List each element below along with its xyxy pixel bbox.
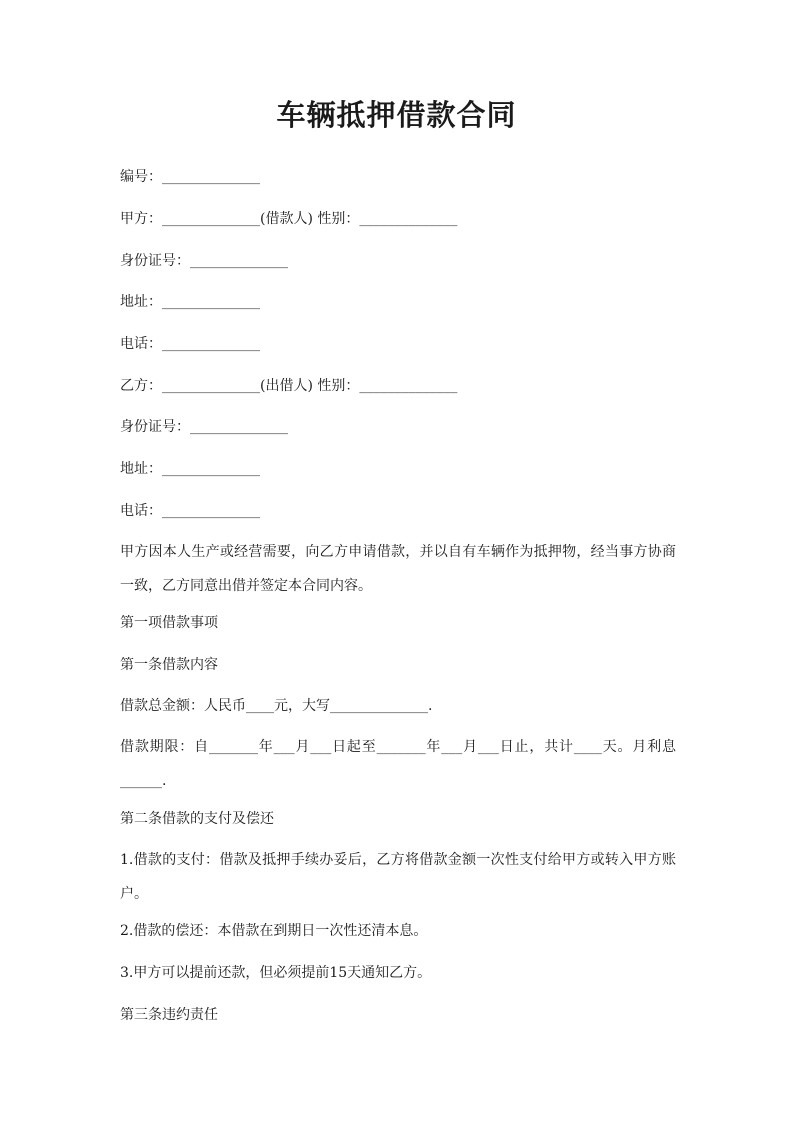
loan-term-paragraph: 借款期限：自_______年___月___日起至_______年___月___日止，共计____天。月利息______. [120, 739, 676, 789]
article1-heading: 第一条借款内容 [120, 657, 218, 673]
party-b-phone-line: 电话：______________ [120, 503, 260, 519]
clause-1-paragraph: 1.借款的支付：借款及抵押手续办妥后，乙方将借款金额一次性支付给甲方或转入甲方账户。 [120, 852, 676, 902]
party-b-address-line: 地址：______________ [120, 461, 260, 477]
party-a-address-line: 地址：______________ [120, 294, 260, 310]
clause-2-line: 2.借款的偿还：本借款在到期日一次性还清本息。 [120, 923, 428, 939]
party-b-id-line: 身份证号：______________ [120, 419, 288, 435]
contract-number-line: 编号：______________ [120, 169, 260, 185]
party-a-line: 甲方：______________(借款人) 性别：______________ [120, 211, 458, 227]
party-a-phone-line: 电话：______________ [120, 336, 260, 352]
party-a-id-line: 身份证号：______________ [120, 253, 288, 269]
party-b-line: 乙方：______________(出借人) 性别：______________ [120, 378, 458, 394]
document-title: 车辆抵押借款合同 [276, 98, 517, 132]
article2-heading: 第二条借款的支付及偿还 [120, 811, 274, 827]
section1-heading: 第一项借款事项 [120, 615, 218, 631]
loan-amount-line: 借款总金额：人民币____元，大写______________. [120, 698, 433, 714]
intro-paragraph: 甲方因本人生产或经营需要，向乙方申请借款，并以自有车辆作为抵押物，经当事方协商一致，乙方同意出借并签定本合同内容。 [120, 544, 676, 594]
article3-heading: 第三条违约责任 [120, 1007, 218, 1023]
clause-3-line: 3.甲方可以提前还款，但必须提前15天通知乙方。 [120, 965, 432, 981]
